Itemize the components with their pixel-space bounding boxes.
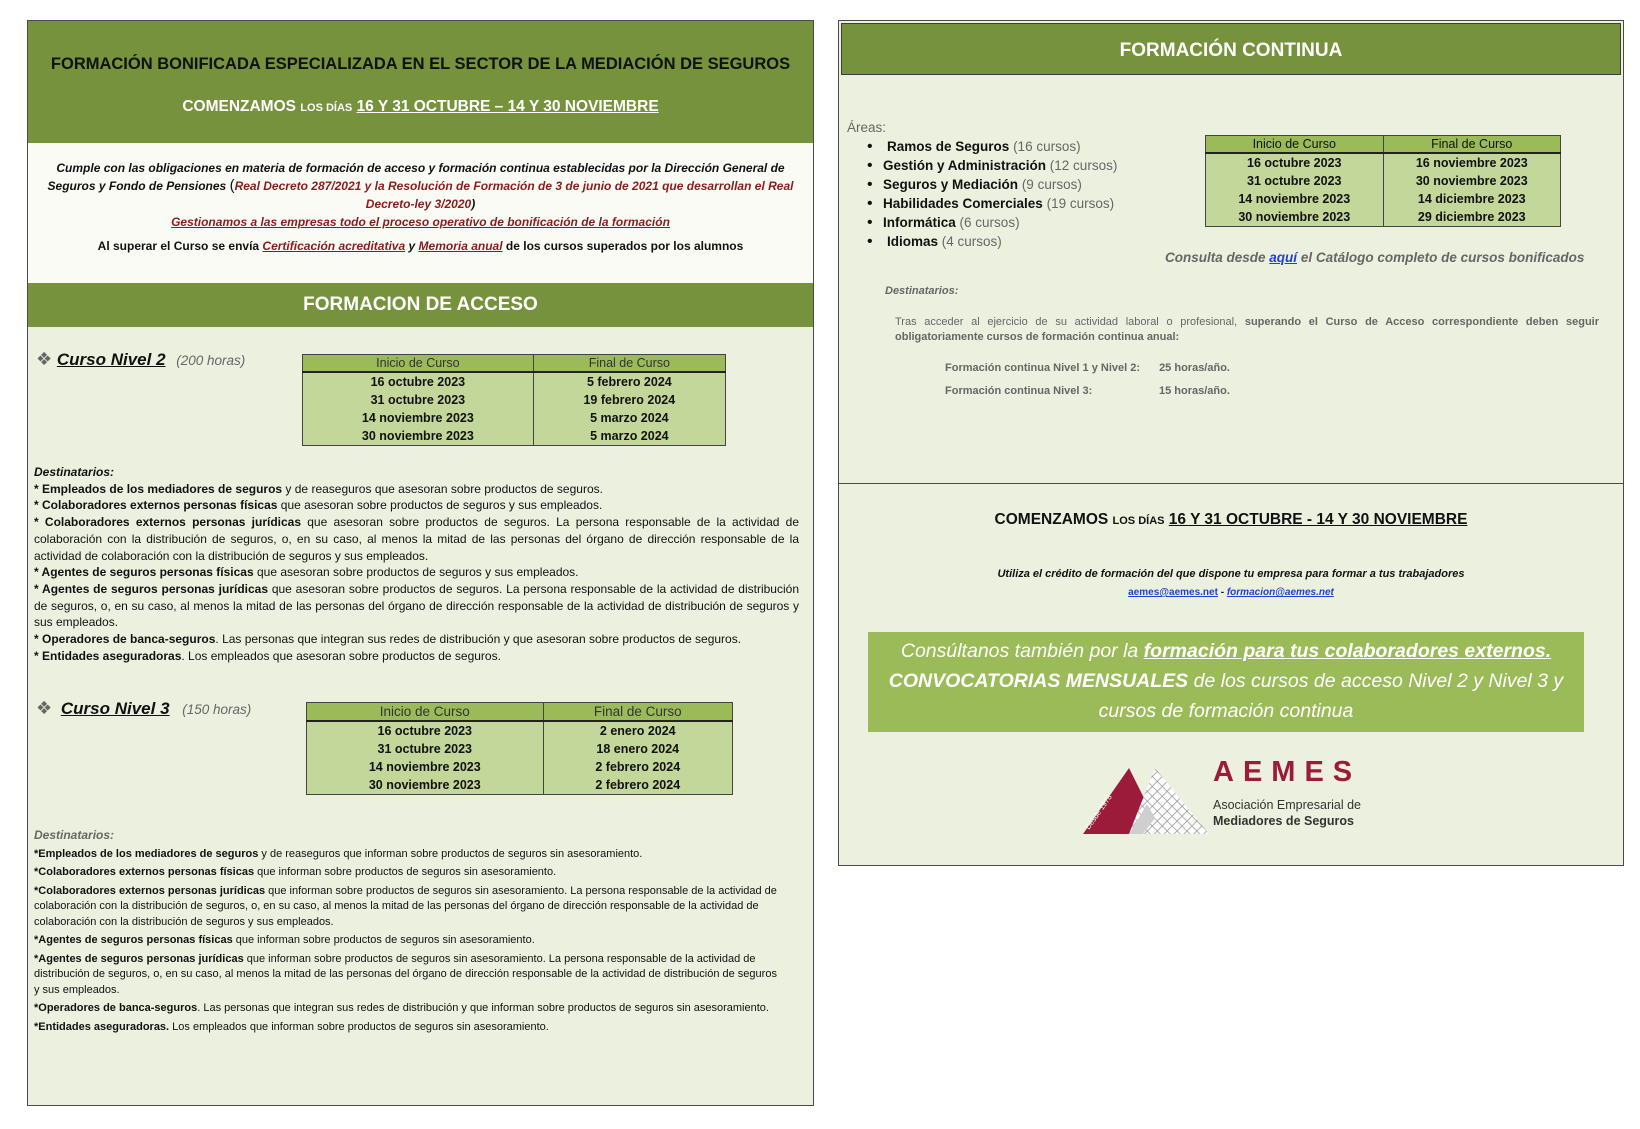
diamond-bullet-icon: ❖ — [36, 349, 53, 369]
email-formacion-link[interactable]: formacion@aemes.net — [1226, 587, 1334, 598]
table-row: 30 noviembre 2023 5 marzo 2024 — [303, 427, 726, 446]
list-item: * Agentes de seguros personas físicas que asesoran sobre productos de seguros y sus empleados. — [34, 565, 579, 580]
fc-nivel12: Formación continua Nivel 1 y Nivel 2: 25 horas/año. — [945, 362, 1230, 374]
colaboradores-link[interactable]: formación para tus colaboradores externos. — [1143, 640, 1552, 662]
catalog-link[interactable]: aquí — [1269, 250, 1298, 265]
table-row: 30 noviembre 2023 29 diciembre 2023 — [1206, 208, 1561, 227]
list-item: * Entidades aseguradoras. Los empleados que asesoran sobre productos de seguros. — [34, 648, 501, 663]
credit-text: Utiliza el crédito de formación del que dispone tu empresa para formar a tus trabajadores — [997, 568, 1465, 580]
list-item: *Colaboradores externos personas físicas que informan sobre productos de seguros sin asesoramiento. — [34, 866, 557, 878]
list-item: *Colaboradores externos personas jurídicas que informan sobre productos de seguros sin asesoramiento. La persona responsable de la actividad de colaboración con la distribución de seguros, o, en su caso, al menos la mitad de las personas del órgano de dirección responsable de la actividad de colaboración con la distribución de seguros y sus empleados. — [34, 884, 777, 928]
list-item: * Agentes de seguros personas jurídicas que asesoran sobre productos de seguros. La persona responsable de la actividad de distribución de seguros, o, en su caso, al menos la mitad de las personas del órgano de dirección responsable de la actividad de distribución de seguros y sus empleados. — [34, 581, 799, 630]
intro-block — [28, 143, 813, 283]
table-row: 31 octubre 2023 18 enero 2024 — [307, 740, 733, 758]
list-item: • Gestión y Administración (12 cursos) — [847, 156, 1177, 175]
cert-line: Al superar el Curso se envía Certificación acreditativa y Memoria anual de los cursos superados por los alumnos — [97, 239, 744, 253]
nivel3-heading — [36, 698, 251, 719]
memoria-link[interactable]: Memoria anual — [418, 239, 503, 253]
areas-label: Áreas: — [847, 120, 887, 135]
continua-dest-text: Tras acceder al ejercicio de su actividad laboral o profesional, superando el Curso de Acceso correspondiente deben seguir obligatoriamente cursos de formación continua anual: — [895, 316, 1599, 343]
table-row: 14 noviembre 2023 14 diciembre 2023 — [1206, 190, 1561, 208]
emails-line: aemes@aemes.net - formacion@aemes.net — [1128, 587, 1334, 598]
list-item: • Informática (6 cursos) — [847, 213, 1177, 232]
catalog-line: Consulta desde aquí el Catálogo completo de cursos bonificados — [1165, 250, 1585, 265]
nivel2-destinatarios: Destinatarios: * Empleados de los mediadores de seguros y de reaseguros que asesoran sobre productos de seguros. * Colaboradores externos personas físicas que asesoran sobre productos de seguros y sus empleados. * Colaboradores externos personas jurídicas que asesoran sobre productos de seguros. La persona responsable de la actividad de colaboración con la distribución de seguros, o, en su caso, al menos la mitad de las personas del órgano de dirección responsable de la actividad de colaboración con la distribución de seguros y sus empleados. * Agentes de seguros personas físicas que asesoran sobre productos de seguros y sus empleados. * Agentes de seguros personas jurídicas que asesoran sobre productos de seguros. La persona responsable de la actividad de distribución de seguros, o, en su caso, al menos la mitad de las personas del órgano de dirección responsable de la actividad de distribución de seguros y sus empleados. * Operadores de banca-seguros. Las personas que integran sus redes de distribución y que asesoran sobre productos de seguros. * Entidades aseguradoras. Los empleados que asesoran sobre productos de seguros. — [34, 465, 799, 663]
brand-name: AEMES — [1213, 756, 1362, 788]
start-dates-line: COMENZAMOS LOS DÍAS 16 Y 31 OCTUBRE – 14 Y 30 NOVIEMBRE — [182, 98, 659, 115]
table-row: 16 octubre 2023 2 enero 2024 — [307, 721, 733, 740]
table-row: 14 noviembre 2023 2 febrero 2024 — [307, 758, 733, 776]
list-item: • Habilidades Comerciales (19 cursos) — [847, 194, 1177, 213]
email-aemes-link[interactable]: aemes@aemes.net — [1128, 587, 1218, 598]
continua-start-line: COMENZAMOS LOS DÍAS 16 Y 31 OCTUBRE - 14 Y 30 NOVIEMBRE — [994, 511, 1468, 528]
list-item: * Operadores de banca-seguros. Las personas que integran sus redes de distribución y que asesoran sobre productos de seguros. — [34, 632, 742, 647]
list-item: * Empleados de los mediadores de seguros y de reaseguros que asesoran sobre productos de seguros. — [34, 481, 603, 496]
acceso-title: FORMACION DE ACCESO — [28, 283, 813, 327]
list-item: *Agentes de seguros personas jurídicas que informan sobre productos de seguros sin asesoramiento. La persona responsable de la actividad de distribución de seguros, o, en su caso, al menos la mitad de las personas del órgano de dirección responsable de la actividad de distribución de seguros y sus empleados. — [34, 952, 777, 996]
list-item: • Seguros y Mediación (9 cursos) — [847, 175, 1177, 194]
legal-reference: Real Decreto 287/2021 y la Resolución de Formación de 3 de junio de 2021 que desarrollan el Real Decreto-ley 3/2020 — [234, 179, 794, 211]
main-title: FORMACIÓN BONIFICADA ESPECIALIZADA EN EL SECTOR DE LA MEDIACIÓN DE SEGUROS — [50, 55, 791, 73]
table-row: 31 octubre 2023 30 noviembre 2023 — [1206, 172, 1561, 190]
aemes-mountain-icon — [1083, 766, 1213, 836]
diamond-bullet-icon: ❖ — [36, 698, 53, 718]
brand-line1: Asociación Empresarial de — [1213, 798, 1361, 812]
nivel2-table: Inicio de Curso Final de Curso 16 octubre 2023 5 febrero 2024 31 octubre 2023 19 febrero 2024 14 noviembre 2023 5 marzo 2024 30 noviembre 2023 5 marzo 2024 — [302, 354, 726, 446]
bonificacion-link[interactable]: Gestionamos a las empresas todo el proceso operativo de bonificación de la formación — [171, 215, 670, 229]
nivel2-title: Curso Nivel 2 — [56, 350, 166, 369]
continua-table: Inicio de Curso Final de Curso 16 octubre 2023 16 noviembre 2023 31 octubre 2023 30 noviembre 2023 14 noviembre 2023 14 diciembre 2023 30 noviembre 2023 29 diciembre 2023 — [1205, 135, 1561, 227]
continua-title: FORMACIÓN CONTINUA — [841, 23, 1621, 75]
brand-line2: Mediadores de Seguros — [1213, 814, 1355, 828]
list-item: • Idiomas (4 cursos) — [847, 232, 1177, 251]
list-item: *Entidades aseguradoras. Los empleados que informan sobre productos de seguros sin asesoramiento. — [34, 1020, 549, 1033]
fc-nivel3: Formación continua Nivel 3: 15 horas/año. — [945, 385, 1230, 397]
promo-box: Consúltanos también por la formación para tus colaboradores externos. CONVOCATORIAS MENSUALES de los cursos de acceso Nivel 2 y Nivel 3 y cursos de formación continua — [868, 632, 1584, 732]
nivel3-hours: (150 horas) — [182, 702, 252, 717]
list-item: *Empleados de los mediadores de seguros y de reaseguros que informan sobre productos de seguros sin asesoramiento. — [34, 847, 643, 860]
acceso-panel — [27, 20, 814, 1106]
nivel2-hours: (200 horas) — [176, 353, 246, 368]
nivel2-heading — [36, 349, 245, 370]
nivel3-title: Curso Nivel 3 — [60, 699, 170, 718]
since-text: Desde 1978 — [1083, 792, 1114, 832]
table-row: 14 noviembre 2023 5 marzo 2024 — [303, 409, 726, 427]
table-row: 16 octubre 2023 16 noviembre 2023 — [1206, 153, 1561, 172]
cert-link[interactable]: Certificación acreditativa — [262, 239, 406, 253]
list-item: • Ramos de Seguros (16 cursos) — [847, 137, 1177, 156]
section-divider — [839, 483, 1623, 484]
list-item: * Colaboradores externos personas jurídicas que asesoran sobre productos de seguros. La persona responsable de la actividad de colaboración con la distribución de seguros, o, en su caso, al menos la mitad de las personas del órgano de dirección responsable de la actividad de colaboración con la distribución de seguros y sus empleados. — [34, 515, 799, 563]
list-item: * Colaboradores externos personas físicas que asesoran sobre productos de seguros y sus empleados. — [34, 498, 603, 513]
list-item: *Agentes de seguros personas físicas que informan sobre productos de seguros sin asesoramiento. — [34, 934, 535, 946]
table-row: 30 noviembre 2023 2 febrero 2024 — [307, 776, 733, 795]
continua-panel — [838, 20, 1624, 866]
nivel3-table: Inicio de Curso Final de Curso 16 octubre 2023 2 enero 2024 31 octubre 2023 18 enero 2024 14 noviembre 2023 2 febrero 2024 30 noviembre 2023 2 febrero 2024 — [306, 702, 733, 795]
list-item: *Operadores de banca-seguros. Las personas que integran sus redes de distribución y que informan sobre productos de seguros sin asesoramiento. — [34, 1002, 769, 1014]
areas-list — [847, 137, 1177, 251]
nivel3-destinatarios: Destinatarios: *Empleados de los mediadores de seguros y de reaseguros que informan sobre productos de seguros sin asesoramiento. *Colaboradores externos personas físicas que informan sobre productos de seguros sin asesoramiento. *Colaboradores externos personas jurídicas que informan sobre productos de seguros sin asesoramiento. La persona responsable de la actividad de colaboración con la distribución de seguros, o, en su caso, al menos la mitad de las personas del órgano de dirección responsable de la actividad de colaboración con la distribución de seguros y sus empleados. *Agentes de seguros personas físicas que informan sobre productos de seguros sin asesoramiento. *Agentes de seguros personas jurídicas que informan sobre productos de seguros sin asesoramiento. La persona responsable de la actividad de distribución de seguros, o, en su caso, al menos la mitad de las personas del órgano de dirección responsable de la actividad de distribución de seguros y sus empleados. *Operadores de banca-seguros. Las personas que integran sus redes de distribución y que informan sobre productos de seguros sin asesoramiento. *Entidades aseguradoras. Los empleados que informan sobre productos de seguros sin asesoramiento. — [34, 828, 784, 1035]
main-header — [28, 21, 813, 143]
table-row: 31 octubre 2023 19 febrero 2024 — [303, 391, 726, 409]
continua-dest-title: Destinatarios: — [885, 285, 959, 297]
table-row: 16 octubre 2023 5 febrero 2024 — [303, 372, 726, 391]
intro-text: Cumple con las obligaciones en materia de formación de acceso y formación continua establecidas por la Dirección General de Seguros y Fondo de Pensiones (Real Decreto 287/2021 y la Resolución de Formación de 3 de junio de 2021 que desarrollan el Real Decreto-ley 3/2020) — [47, 161, 794, 211]
aemes-logo — [1083, 756, 1383, 854]
